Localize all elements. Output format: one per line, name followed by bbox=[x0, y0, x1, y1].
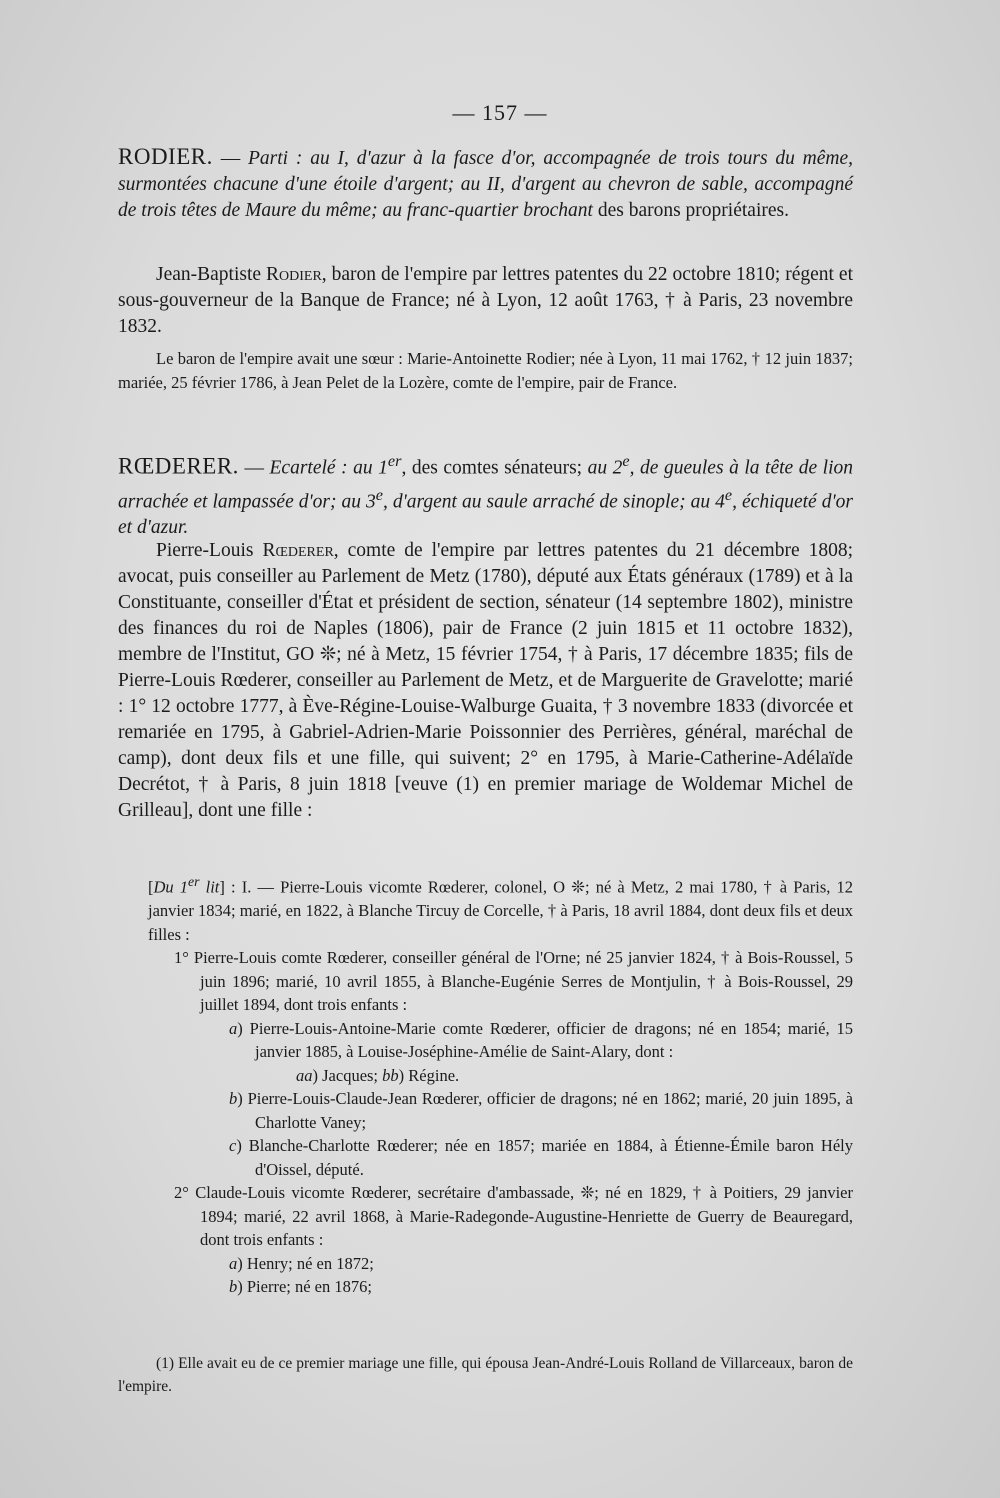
sup: e bbox=[622, 452, 630, 470]
item-letter: aa bbox=[296, 1065, 313, 1085]
rodier-bio bbox=[118, 262, 853, 340]
rodier-arms bbox=[118, 144, 853, 224]
bio-text: , baron de l'empire par lettres patentes du 22 octobre 1810; régent et sous-gouverneur de la Banque de France; né à Lyon, 12 août 1763, † à Paris, 23 novembre 1832. bbox=[118, 264, 853, 337]
arms-text: , de gueules à la tête de lion arrachée et lampassée d'or; au 3 bbox=[118, 457, 854, 512]
roederer-heading: RŒDERER. bbox=[118, 453, 239, 479]
bio-first-name: Pierre-Louis bbox=[156, 540, 263, 561]
bio-first-name: Jean-Baptiste bbox=[156, 264, 266, 285]
great-grandchildren bbox=[118, 1064, 853, 1088]
grandchild-b bbox=[118, 1087, 853, 1134]
rodier-arms-text: Parti : au I, d'azur à la fasce d'or, accompagnée de trois tours du même, surmontées chacune d'une étoile d'argent; au II, d'argent au chevron de sable, accompagné de trois têtes de Maure du même; au franc-quartier brochant bbox=[118, 148, 854, 221]
sup: er bbox=[188, 874, 200, 889]
roederer-arms bbox=[118, 448, 853, 541]
item-letter: b bbox=[229, 1277, 238, 1296]
arms-text: , d'argent au saule arraché de sinople; au 4 bbox=[382, 491, 725, 512]
page-number: — 157 — bbox=[452, 100, 548, 125]
item-letter: b bbox=[229, 1089, 238, 1108]
first-bed-text: ] : I. — Pierre-Louis vicomte Rœderer, colonel, O ❊; né à Metz, 2 mai 1780, † à Paris, 12 janvier 1834; marié, en 1822, à Blanche Tircuy de Corcelle, † à Paris, 18 avril 1884, dont deux fils et deux filles : bbox=[148, 877, 853, 944]
item-text: ) Blanche-Charlotte Rœderer; née en 1857; mariée en 1884, à Étienne-Émile baron Hély d'Oissel, député. bbox=[236, 1136, 853, 1179]
bracket: [ bbox=[148, 877, 154, 897]
descendants bbox=[118, 870, 853, 1299]
grandchild-c bbox=[118, 1134, 853, 1181]
first-bed bbox=[148, 870, 853, 946]
grandchild-b2 bbox=[118, 1275, 853, 1299]
arms-text: , des comtes sénateurs; bbox=[401, 457, 588, 479]
rodier-note bbox=[118, 347, 853, 394]
item-letter: a bbox=[229, 1253, 238, 1273]
rodier-arms-tail: des barons propriétaires. bbox=[592, 200, 789, 221]
sup: e bbox=[375, 485, 383, 504]
bio-surname: Rœderer bbox=[262, 540, 334, 561]
child-2 bbox=[118, 1181, 853, 1252]
footnote-text: (1) Elle avait eu de ce premier mariage une fille, qui épousa Jean-André-Louis Rolland de Villarceaux, baron de l'empire. bbox=[118, 1355, 853, 1395]
child-1 bbox=[118, 946, 853, 1017]
bio-surname: Rodier bbox=[266, 264, 322, 285]
item-letter: c bbox=[229, 1136, 237, 1155]
item-letter: bb bbox=[382, 1065, 399, 1085]
item-text: ) Jacques; bbox=[312, 1065, 383, 1085]
item-text: ) Pierre; né en 1876; bbox=[237, 1277, 372, 1296]
sup: er bbox=[387, 452, 402, 470]
item-text: ) Henry; né en 1872; bbox=[237, 1253, 374, 1273]
dash: — bbox=[212, 148, 249, 169]
item-text: ) Pierre-Louis-Claude-Jean Rœderer, officier de dragons; né en 1862; marié, 20 juin 1895, à Charlotte Vaney; bbox=[237, 1089, 853, 1132]
grandchild-a bbox=[118, 1017, 853, 1064]
bio-text: , comte de l'empire par lettres patentes du 21 décembre 1808; avocat, puis conseiller au Parlement de Metz (1780), député aux États généraux (1789) et à la Constituante, conseiller d'État et président de section, sénateur (14 septembre 1802), ministre des finances du roi de Naples (1806), pair de France (2 juin 1815 et 11 octobre 1832), membre de l'Institut, GO ❊; né à Metz, 15 février 1754, † à Paris, 17 décembre 1835; fils de Pierre-Louis Rœderer, conseiller au Parlement de Metz, et de Marguerite de Gravelotte; marié : 1° 12 octobre 1777, à Ève-Régine-Louise-Walburge Guaita, † 3 novembre 1833 (divorcée et remariée en 1795, à Gabriel-Adrien-Marie Poissonnier des Perrières, général, maréchal de camp), dont deux fils et une fille, qui suivent; 2° en 1795, à Marie-Catherine-Adélaïde Decrétot, † à Paris, 8 juin 1818 [veuve (1) en premier mariage de Woldemar Michel de Grilleau], dont une fille : bbox=[118, 540, 853, 821]
roederer-bio bbox=[118, 538, 853, 824]
item-number: 1° bbox=[174, 948, 189, 967]
footnote bbox=[118, 1352, 853, 1398]
label: lit bbox=[199, 877, 220, 897]
dash: — bbox=[238, 457, 270, 479]
item-letter: a bbox=[229, 1018, 238, 1038]
item-text: Pierre-Louis comte Rœderer, conseiller général de l'Orne; né 25 janvier 1824, † à Bois-Roussel, 5 juin 1896; marié, 10 avril 1855, à Blanche-Eugénie Serres de Montjulin, † à Bois-Roussel, 29 juillet 1894, dont trois enfants : bbox=[188, 948, 853, 1014]
rodier-note-text: Le baron de l'empire avait une sœur : Marie-Antoinette Rodier; née à Lyon, 11 mai 1762, † 12 juin 1837; mariée, 25 février 1786, à Jean Pelet de la Lozère, comte de l'empire, pair de France. bbox=[118, 349, 853, 392]
item-number: 2° bbox=[174, 1183, 189, 1202]
sup: e bbox=[724, 485, 733, 504]
grandchild-a2 bbox=[118, 1252, 853, 1276]
item-text: Claude-Louis vicomte Rœderer, secrétaire d'ambassade, ❊; né en 1829, † à Poitiers, 29 janvier 1894; marié, 22 avril 1868, à Marie-Radegonde-Augustine-Henriette de Guerry de Beauregard, dont trois enfants : bbox=[188, 1183, 853, 1249]
item-text: ) Pierre-Louis-Antoine-Marie comte Rœderer, officier de dragons; né en 1854; marié, 15 janvier 1885, à Louise-Joséphine-Amélie de Saint-Alary, dont : bbox=[237, 1018, 853, 1061]
rodier-heading: RODIER. bbox=[118, 144, 213, 169]
label: Du 1 bbox=[153, 877, 189, 897]
arms-text: au 2 bbox=[587, 457, 623, 479]
item-text: ) Régine. bbox=[398, 1065, 460, 1085]
arms-text: Ecartelé : au 1 bbox=[269, 457, 388, 479]
arms-text: , échiqueté d'or et d'azur. bbox=[118, 491, 853, 538]
